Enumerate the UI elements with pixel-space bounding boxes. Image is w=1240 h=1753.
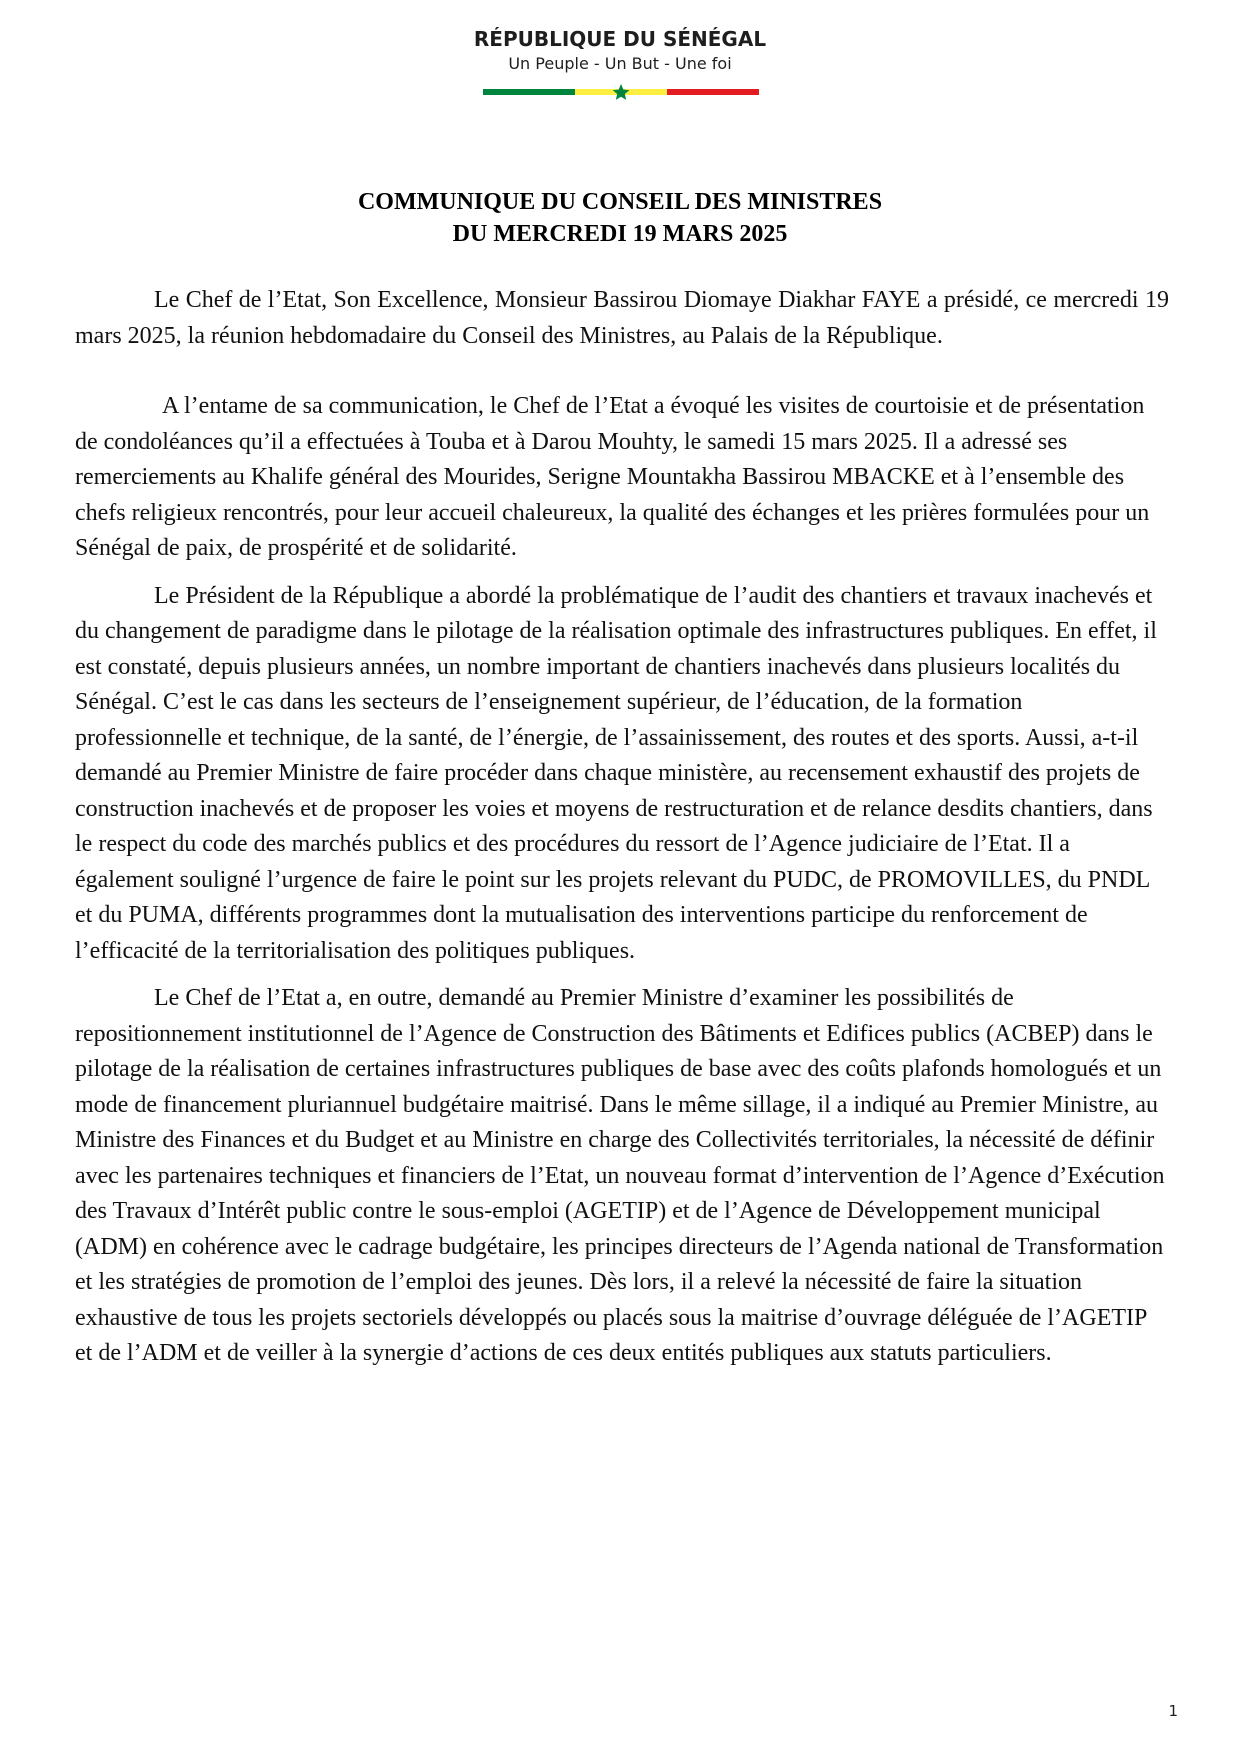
letterhead	[0, 26, 1240, 75]
communique-body	[75, 283, 1169, 1372]
paragraph-3: Le Président de la République a abordé la problématique de l’audit des chantiers et travaux inachevés et du changement de paradigme dans le pilotage de la réalisation optimale des infrastructures publiques. En effet, il est constaté, depuis plusieurs années, un nombre important de chantiers inachevés dans plusieurs localités du Sénégal. C’est le cas dans les secteurs de l’enseignement supérieur, de l’éducation, de la formation professionnelle et technique, de la santé, de l’énergie, de l’assainissement, des routes et des sports. Aussi, a-t-il demandé au Premier Ministre de faire procéder dans chaque ministère, au recensement exhaustif des projets de construction inachevés et de proposer les voies et moyens de restructuration et de relance desdits chantiers, dans le respect du code des marchés publics et des procédures du ressort de l’Agence judiciaire de l’Etat. Il a également souligné l’urgence de faire le point sur les projets relevant du PUDC, de PROMOVILLES, du PNDL et du PUMA, différents programmes dont la mutualisation des interventions participe du renforcement de l’efficacité de la territorialisation des politiques publiques.	[75, 582, 1157, 964]
flag-red-stripe	[667, 89, 759, 95]
title-line-1: COMMUNIQUE DU CONSEIL DES MINISTRES	[357, 189, 883, 215]
paragraph-4: Le Chef de l’Etat a, en outre, demandé au Premier Ministre d’examiner les possibilités de repositionnement institutionnel de l’Agence de Construction des Bâtiments et Edifices publics (ACBEP) dans le pilotage de la réalisation de certaines infrastructures publiques de base avec des coûts plafonds homologués et un mode de financement pluriannuel budgétaire maitrisé. Dans le même sillage, il a indiqué au Premier Ministre, au Ministre des Finances et du Budget et au Ministre en charge des Collectivités territoriales, la nécessité de définir avec les partenaires techniques et financiers de l’Etat, un nouveau format d’intervention de l’Agence d’Exécution des Travaux d’Intérêt public contre le sous-emploi (AGETIP) et de l’Agence de Développement municipal (ADM) en cohérence avec le cadrage budgétaire, les principes directeurs de l’Agenda national de Transformation et les stratégies de promotion de l’emploi des jeunes. Dès lors, il a relevé la nécessité de faire la situation exhaustive de tous les projets sectoriels développés ou placés sous la maitrise d’ouvrage déléguée de l’AGETIP et de l’ADM et de veiller à la synergie d’actions de ces deux entités publiques aux statuts particuliers.	[75, 985, 1165, 1366]
national-motto: Un Peuple - Un But - Une foi	[508, 54, 732, 73]
title-line-2: DU MERCREDI 19 MARS 2025	[452, 221, 788, 247]
country-name: RÉPUBLIQUE DU SÉNÉGAL	[473, 27, 767, 51]
paragraph-2: A l’entame de sa communication, le Chef de l’Etat a évoqué les visites de courtoisie et de présentation de condoléances qu’il a effectuées à Touba et à Darou Mouhty, le samedi 15 mars 2025. Il a adressé ses remerciements au Khalife général des Mourides, Serigne Mountakha Bassirou MBACKE et à l’ensemble des chefs religieux rencontrés, pour leur accueil chaleureux, la qualité des échanges et les prières formulées pour un Sénégal de paix, de prospérité et de solidarité.	[75, 393, 1150, 561]
paragraph-1: Le Chef de l’Etat, Son Excellence, Monsieur Bassirou Diomaye Diakhar FAYE a présidé, ce mercredi 19 mars 2025, la réunion hebdomadaire du Conseil des Ministres, au Palais de la République.	[75, 287, 1169, 349]
page-number: 1	[1168, 1702, 1178, 1720]
flag-green-stripe	[483, 89, 575, 95]
star-icon	[613, 84, 630, 100]
communique-title	[0, 186, 1240, 250]
flag-bar-icon	[483, 84, 759, 100]
